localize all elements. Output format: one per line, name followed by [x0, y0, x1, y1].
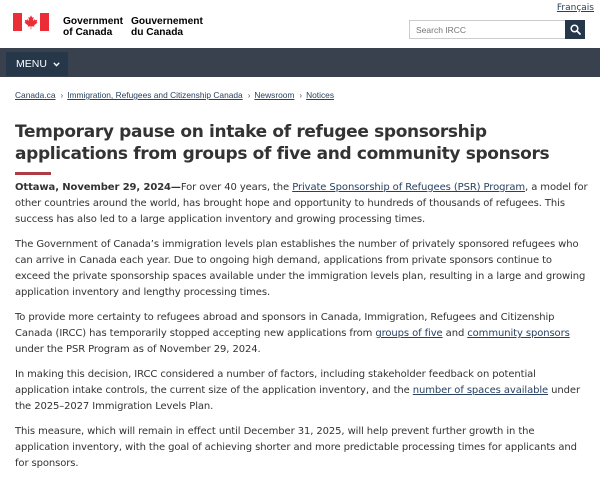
language-toggle-link[interactable]: Français	[556, 3, 594, 13]
breadcrumb-newsroom[interactable]: Newsroom	[254, 90, 295, 100]
menu-bar	[0, 48, 600, 77]
paragraph-2: The Government of Canada’s immigration levels plan establishes the number of privately sponsored refugees who can arrive in Canada each year. Due to ongoing high demand, applications from private sponsors continue to exceed the private sponsorship spaces available under the immigration levels plan, resulting in a large and growing application inventory and lengthy processing times.	[15, 239, 586, 298]
breadcrumb	[15, 90, 334, 100]
psr-program-link[interactable]: Private Sponsorship of Refugees (PSR) Program	[292, 182, 526, 193]
paragraph-3: To provide more certainty to refugees abroad and sponsors in Canada, Immigration, Refugees and Citizenship Canada (IRCC) has temporarily stopped accepting new applications from groups of five and community sponsors under the PSR Program as of November 29, 2024.	[15, 312, 570, 355]
search-input[interactable]	[409, 20, 565, 39]
menu-button[interactable]	[6, 52, 68, 76]
paragraph-1: Ottawa, November 29, 2024—For over 40 years, the Private Sponsorship of Refugees (PSR) Program, a model for other countries around the world, has brought hope and opportunity to hundreds of thousands of refugees. This success has also led to a large application inventory and growing processing times.	[15, 182, 588, 225]
search-icon	[570, 24, 581, 35]
breadcrumb-notices[interactable]: Notices	[306, 90, 335, 100]
paragraph-4: In making this decision, IRCC considered a number of factors, including stakeholder feedback on potential application intake controls, the current size of the application inventory, and the number of spaces available under the 2025–2027 Immigration Levels Plan.	[15, 369, 580, 412]
canada-flag-icon	[13, 13, 49, 31]
chevron-right-icon: ›	[60, 90, 64, 100]
dateline: Ottawa, November 29, 2024—	[15, 182, 181, 193]
groups-of-five-link[interactable]: groups of five	[375, 328, 443, 339]
breadcrumb-ircc[interactable]: Immigration, Refugees and Citizenship Canada	[67, 90, 243, 100]
community-sponsors-link[interactable]: community sponsors	[467, 328, 570, 339]
menu-label: MENU	[16, 58, 47, 70]
page-title: Temporary pause on intake of refugee sponsorship applications from groups of five and community sponsors	[15, 122, 550, 164]
search-button[interactable]	[565, 20, 585, 39]
government-of-canada-signature[interactable]	[13, 13, 203, 38]
article-body	[15, 180, 590, 481]
breadcrumb-canada-ca[interactable]: Canada.ca	[15, 90, 56, 100]
title-accent-rule	[15, 172, 51, 175]
chevron-right-icon: ›	[299, 90, 303, 100]
site-search	[409, 20, 591, 39]
brand-english: Government of Canada	[63, 16, 124, 38]
chevron-right-icon: ›	[247, 90, 251, 100]
paragraph-5: This measure, which will remain in effect until December 31, 2025, will help prevent further growth in the application inventory, with the goal of achieving shorter and more predictable processing times for applicants and for sponsors.	[15, 426, 577, 469]
brand-french: Gouvernement du Canada	[131, 16, 203, 38]
number-of-spaces-link[interactable]: number of spaces available	[412, 385, 549, 396]
chevron-down-icon	[53, 62, 60, 67]
